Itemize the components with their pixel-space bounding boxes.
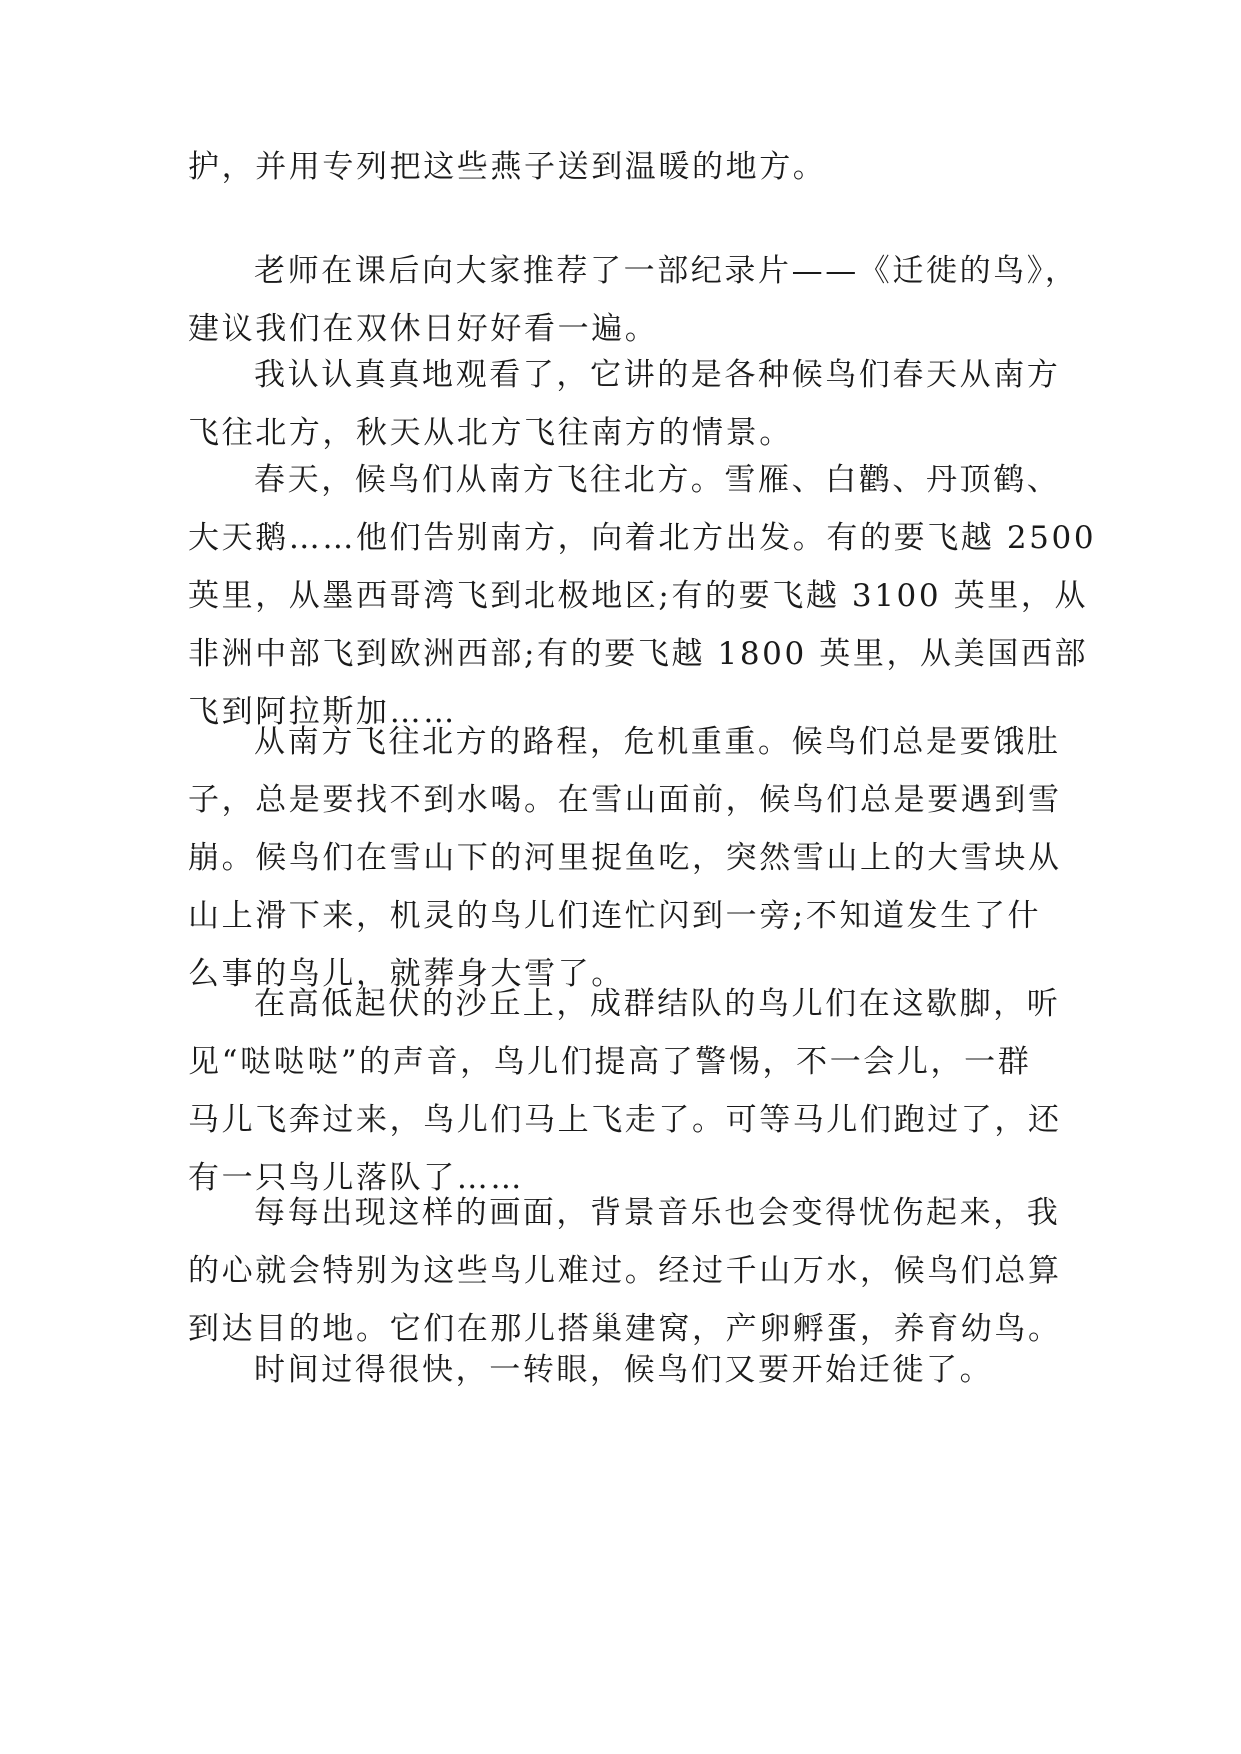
paragraph-recommendation: [188, 242, 1079, 358]
text-line: 非洲中部飞到欧洲西部;有的要飞越 1800 英里，从美国西部: [188, 636, 1089, 672]
text-line: 护，并用专列把这些燕子送到温暖的地方。: [188, 149, 827, 185]
text-line: 山上滑下来，机灵的鸟儿们连忙闪到一旁;不知道发生了什: [188, 898, 1042, 934]
paragraph-dunes: [188, 975, 1068, 1207]
text-line: 马儿飞奔过来，鸟儿们马上飞走了。可等马儿们跑过了，还: [188, 1102, 1062, 1138]
text-line: 见“哒哒哒”的声音，鸟儿们提高了警惕，不一会儿，一群: [188, 1044, 1032, 1080]
text-line: 飞到阿拉斯加……: [188, 694, 457, 730]
paragraph-watched: [188, 346, 1068, 462]
paragraph-music: [188, 1184, 1068, 1358]
text-line: 在高低起伏的沙丘上，成群结队的鸟儿们在这歇脚，听: [254, 986, 1061, 1022]
text-line: 的心就会特别为这些鸟儿难过。经过千山万水，候鸟们总算: [188, 1253, 1062, 1289]
text-line: 子，总是要找不到水喝。在雪山面前，候鸟们总是要遇到雪: [188, 782, 1062, 818]
text-line: 有一只鸟儿落队了……: [188, 1160, 524, 1196]
text-line: 老师在课后向大家推荐了一部纪录片——《迁徙的鸟》，: [254, 253, 1079, 289]
paragraph-dangers: [188, 713, 1068, 1003]
text-line: 时间过得很快，一转眼，候鸟们又要开始迁徙了。: [254, 1352, 994, 1388]
text-line: 我认认真真地观看了，它讲的是各种候鸟们春天从南方: [254, 357, 1061, 393]
text-line: 么事的鸟儿，就葬身大雪了。: [188, 956, 625, 992]
paragraph-time: [188, 1341, 1068, 1399]
text-line: 崩。候鸟们在雪山下的河里捉鱼吃，突然雪山上的大雪块从: [188, 840, 1062, 876]
text-line: 春天，候鸟们从南方飞往北方。雪雁、白鹳、丹顶鹤、: [254, 462, 1061, 498]
text-line: 英里，从墨西哥湾飞到北极地区;有的要飞越 3100 英里，从: [188, 578, 1089, 614]
text-line: 建议我们在双休日好好看一遍。: [188, 311, 659, 347]
text-line: 飞往北方，秋天从北方飞往南方的情景。: [188, 415, 793, 451]
paragraph-continuation: [188, 138, 1068, 196]
text-line: 大天鹅……他们告别南方，向着北方出发。有的要飞越 2500: [188, 520, 1097, 556]
text-line: 到达目的地。它们在那儿搭巢建窝，产卵孵蛋，养育幼鸟。: [188, 1311, 1062, 1347]
text-line: 每每出现这样的画面，背景音乐也会变得忧伤起来，我: [254, 1195, 1061, 1231]
text-line: 从南方飞往北方的路程，危机重重。候鸟们总是要饿肚: [254, 724, 1061, 760]
paragraph-spring: [188, 451, 1097, 741]
